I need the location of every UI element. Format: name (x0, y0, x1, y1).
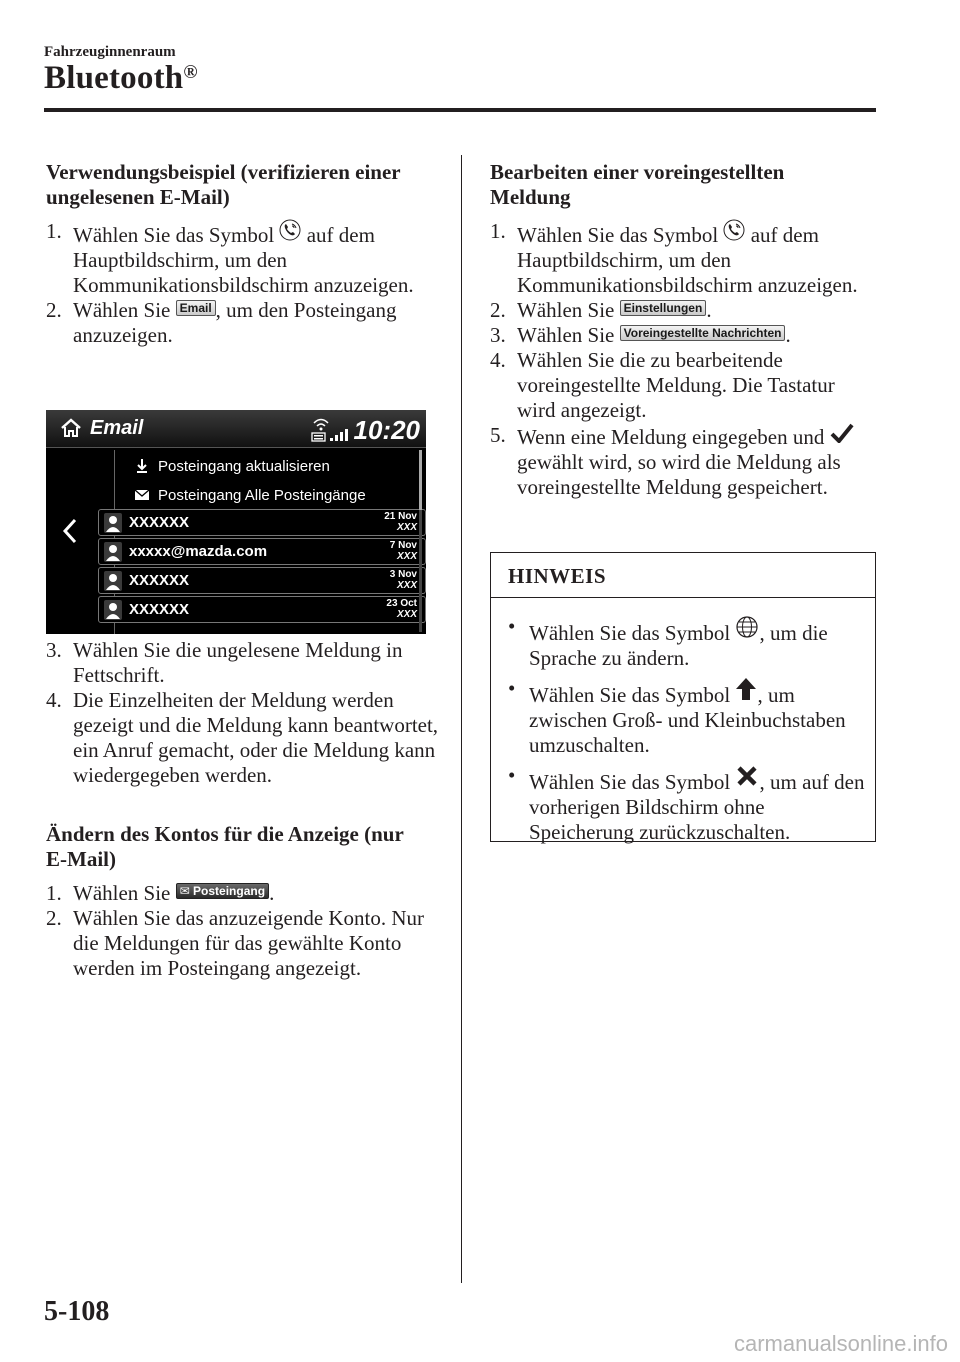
step-text: Wählen Sie (73, 881, 171, 905)
contact-avatar-icon (104, 571, 122, 596)
envelope-icon: ✉ (179, 884, 190, 898)
list-item (490, 323, 876, 348)
screen-clock: 10:20 (353, 415, 420, 445)
step-number: 1. (46, 219, 62, 243)
screen-title: Email (90, 417, 144, 439)
step-text: Wählen Sie das Symbol (73, 223, 275, 247)
message-date-sub: XXX (396, 580, 417, 591)
step-text: Wenn eine Meldung eingegeben und (517, 425, 825, 449)
step-number: 1. (490, 219, 506, 243)
step-number: 4. (490, 348, 506, 372)
list-item (46, 881, 442, 906)
table-row (98, 567, 426, 594)
step-text: auf dem Hauptbildschirm, um den Kommunikationsbildschirm anzuzeigen. (73, 223, 414, 297)
table-row (98, 596, 426, 623)
step-text: . (785, 323, 791, 347)
note-text: Wählen Sie das Symbol (529, 770, 731, 794)
phone-communication-icon (723, 219, 745, 247)
message-date-sub: XXX (396, 609, 417, 620)
message-date (390, 540, 417, 562)
heading-line: Meldung (490, 185, 571, 209)
message-sender: xxxxx@mazda.com (129, 543, 268, 560)
note-text: , um auf den vorherigen Bildschirm ohne Speicherung zurückzuschalten. (529, 770, 865, 844)
message-date (390, 569, 417, 591)
message-sender: XXXXXX (129, 514, 190, 531)
note-text: , um die Sprache zu ändern. (529, 621, 828, 670)
steps-list (46, 638, 442, 788)
left-column (46, 160, 442, 348)
heading-line: E-Mail) (46, 847, 116, 871)
checkmark-icon (830, 423, 854, 449)
inbox-selector-label: Posteingang Alle Posteingänge (158, 486, 366, 504)
step-text: , um den Posteingang anzuzeigen. (73, 298, 397, 347)
step-text: Wählen Sie (517, 298, 615, 322)
message-date-day: 23 Oct (386, 598, 417, 609)
screen-topbar (46, 410, 426, 448)
message-date-sub: XXX (396, 551, 417, 562)
list-item (505, 615, 871, 671)
list-item (505, 677, 871, 758)
step-text: Wählen Sie (517, 323, 615, 347)
step-text: . (269, 881, 275, 905)
step-number: 2. (46, 906, 62, 930)
contact-avatar-icon (104, 542, 122, 567)
left-column-continued (46, 638, 442, 981)
step-text: Die Einzelheiten der Meldung werden gezeigt und die Meldung kann beantwortet, ein Anruf gemacht, oder die Meldung kann wiedergegeben werden. (73, 688, 439, 787)
cancel-icon (735, 764, 759, 794)
bullet: • (508, 763, 516, 787)
bullet: • (508, 676, 516, 700)
heading-line: ungelesenen E-Mail) (46, 185, 230, 209)
step-text: . (706, 298, 712, 322)
note-list (505, 615, 871, 851)
step-text: Wählen Sie die zu bearbeitende voreingestellte Meldung. Die Tastatur wird angezeigt. (517, 348, 835, 422)
step-number: 3. (490, 323, 506, 347)
step-text: Wählen Sie die ungelesene Meldung in Fettschrift. (73, 638, 403, 687)
step-number: 1. (46, 881, 62, 905)
page-title (44, 60, 198, 97)
message-date (384, 511, 417, 533)
envelope-icon (132, 489, 152, 501)
list-item (490, 298, 876, 323)
step-text: gewählt wird, so wird die Meldung als voreingestellte Meldung gespeichert. (517, 450, 841, 499)
signal-icon (308, 415, 352, 448)
list-item (46, 906, 442, 981)
registered-mark: ® (183, 62, 198, 83)
message-date-day: 21 Nov (384, 511, 417, 522)
steps-list (46, 881, 442, 981)
heading-line: Verwendungsbeispiel (verifizieren einer (46, 160, 401, 184)
steps-list (46, 219, 442, 348)
steps-list (490, 219, 876, 500)
section-heading-verify-email (46, 160, 442, 210)
note-text: Wählen Sie das Symbol (529, 683, 731, 707)
heading-line: Bearbeiten einer voreingestellten (490, 160, 785, 184)
message-date-sub: XXX (396, 522, 417, 533)
list-item (46, 298, 442, 348)
page-number: 5-108 (44, 1296, 110, 1327)
table-row (98, 538, 426, 565)
page-title-text: Bluetooth (44, 60, 184, 96)
list-item (505, 764, 871, 845)
section-heading-change-account (46, 822, 442, 872)
note-title: HINWEIS (508, 564, 607, 588)
heading-line: Ändern des Kontos für die Anzeige (nur (46, 822, 404, 846)
note-box (490, 552, 876, 842)
inbox-button-icon (176, 883, 269, 899)
shift-arrow-icon (735, 677, 757, 707)
step-text: Wählen Sie das anzuzeigende Konto. Nur die Meldungen für das gewählte Konto werden im Posteingang angezeigt. (73, 906, 425, 980)
list-item (490, 423, 876, 500)
settings-button-icon: Einstellungen (620, 300, 707, 316)
scrollbar (419, 450, 422, 632)
inbox-selector-row (122, 481, 422, 509)
section-heading-edit-preset (490, 160, 876, 210)
step-number: 3. (46, 638, 62, 662)
refresh-inbox-row (122, 452, 422, 480)
list-item (46, 688, 442, 788)
list-item (46, 638, 442, 688)
watermark: carmanualsonline.info (733, 1331, 948, 1356)
back-arrow-icon (62, 518, 78, 549)
message-sender: XXXXXX (129, 572, 190, 589)
list-item (46, 219, 442, 298)
email-button-icon: Email (176, 300, 216, 316)
preset-messages-button-icon: Voreingestellte Nachrichten (620, 325, 786, 341)
list-item (490, 348, 876, 423)
note-text: Wählen Sie das Symbol (529, 621, 731, 645)
step-text: Wählen Sie das Symbol (517, 223, 719, 247)
home-icon (60, 418, 82, 443)
right-column (490, 160, 876, 500)
column-divider (461, 155, 462, 1283)
step-text: Wählen Sie (73, 298, 171, 322)
step-number: 2. (46, 298, 62, 322)
note-text: , um zwischen Groß- und Kleinbuchstaben umzuschalten. (529, 683, 846, 757)
step-number: 4. (46, 688, 62, 712)
message-sender: XXXXXX (129, 601, 190, 618)
download-icon (132, 458, 152, 474)
contact-avatar-icon (104, 600, 122, 625)
scrollbar-thumb (419, 450, 422, 510)
email-screen-image (46, 410, 426, 634)
header-rule (44, 108, 876, 112)
refresh-inbox-label: Posteingang aktualisieren (158, 457, 330, 475)
step-number: 2. (490, 298, 506, 322)
list-item (490, 219, 876, 298)
contact-avatar-icon (104, 513, 122, 538)
section-label: Fahrzeuginnenraum (44, 44, 176, 60)
note-divider (491, 597, 875, 598)
bullet: • (508, 614, 516, 638)
message-date (386, 598, 417, 620)
message-date-day: 3 Nov (389, 569, 417, 580)
inbox-button-label: Posteingang (193, 884, 266, 898)
step-number: 5. (490, 423, 506, 447)
step-text: auf dem Hauptbildschirm, um den Kommunikationsbildschirm anzuzeigen. (517, 223, 858, 297)
message-date-day: 7 Nov (389, 540, 417, 551)
table-row (98, 509, 426, 536)
phone-communication-icon (279, 219, 301, 247)
globe-icon (735, 615, 759, 645)
